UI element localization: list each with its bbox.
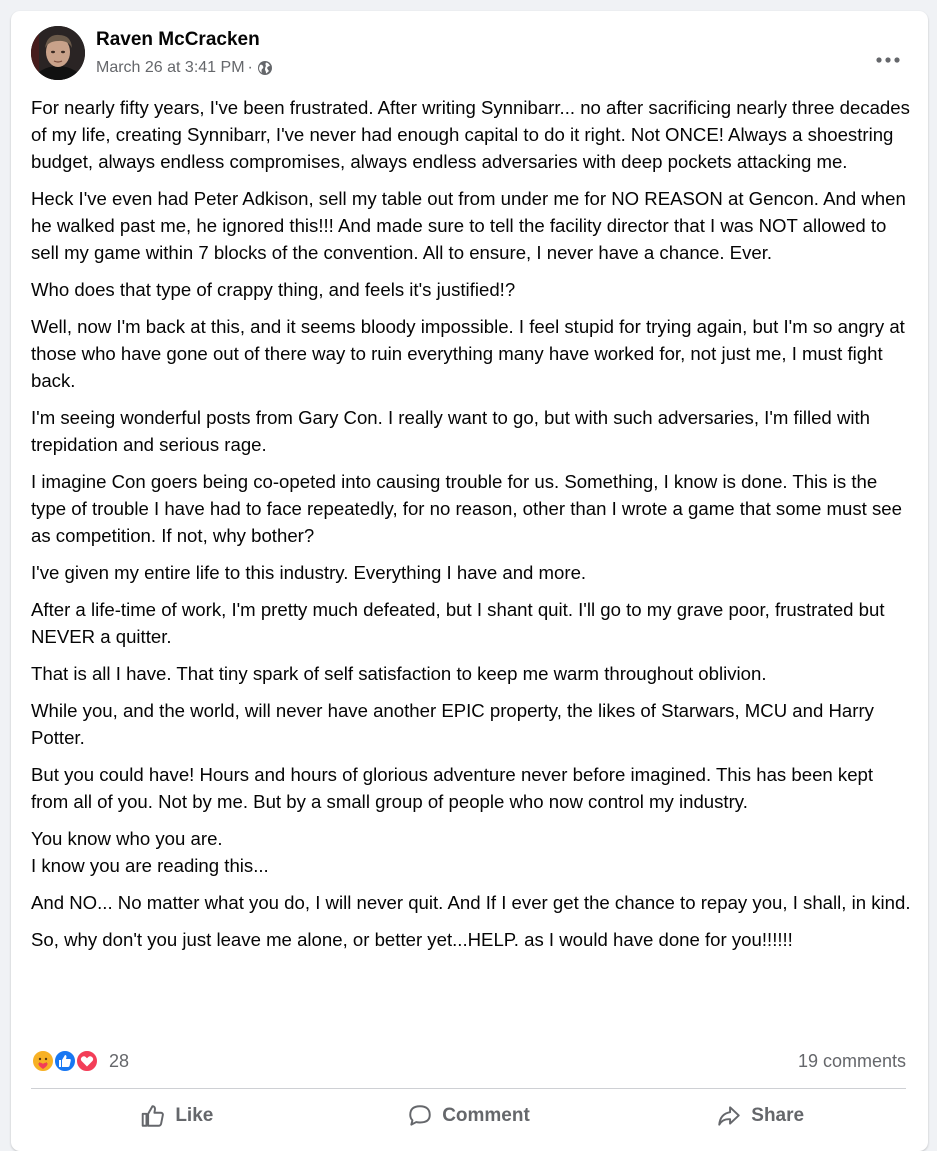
post-paragraph: Heck I've even had Peter Adkison, sell my table out from under me for NO REASON at Gencon. And when he walked past me, he ignored this!!! And made sure to tell the facility director that I was NOT allowed to sell my game within 7 blocks of the convention. All to ensure, I never have a chance. Ever. (31, 188, 906, 263)
share-button-label: Share (751, 1105, 805, 1126)
post-paragraph: I imagine Con goers being co-opeted into causing trouble for us. Something, I know is done. This is the type of trouble I have had to face repeatedly, for no reason, other than I wrote a game that some must see as competition. If not, why bother? (31, 471, 902, 546)
post-timestamp[interactable]: March 26 at 3:41 PM (96, 59, 245, 76)
more-dots-icon (876, 57, 900, 63)
more-options-button[interactable] (868, 40, 908, 80)
post-paragraph: For nearly fifty years, I've been frustrated. After writing Synnibarr... no after sacrificing nearly three decades of my life, creating Synnibarr, I've never had enough capital to do it right. Not ONCE! Always a shoestring budget, always endless compromises, always endless adversaries with deep pockets attacking me. (31, 97, 910, 172)
comment-button[interactable] (323, 1094, 615, 1138)
post-paragraph: I've given my entire life to this industry. Everything I have and more. (31, 562, 587, 583)
post-meta (96, 59, 273, 77)
thumbs-up-icon (140, 1103, 166, 1129)
reaction-icons[interactable] (31, 1048, 97, 1074)
post-paragraph: That is all I have. That tiny spark of self satisfaction to keep me warm throughout oblivion. (31, 663, 767, 684)
author-name[interactable]: Raven McCracken (96, 29, 260, 50)
post-body (31, 94, 911, 963)
like-button[interactable] (31, 1094, 323, 1138)
reactions-summary[interactable] (31, 1048, 129, 1074)
post-paragraph: After a life-time of work, I'm pretty much defeated, but I shant quit. I'll go to my grave poor, frustrated but NEVER a quitter. (31, 599, 885, 647)
love-icon (75, 1049, 99, 1073)
like-icon (53, 1049, 77, 1073)
globe-icon[interactable] (257, 60, 273, 76)
comment-bubble-icon (407, 1103, 433, 1129)
post-paragraph: Who does that type of crappy thing, and feels it's justified!? (31, 279, 516, 300)
reaction-count[interactable]: 28 (109, 1050, 130, 1071)
meta-separator: · (247, 59, 253, 76)
post-actions (31, 1094, 906, 1138)
post-card (11, 11, 928, 1151)
post-paragraph: While you, and the world, will never have another EPIC property, the likes of Starwars, MCU and Harry Potter. (31, 700, 874, 748)
actions-divider (31, 1088, 906, 1089)
share-arrow-icon (716, 1103, 742, 1129)
like-button-label: Like (175, 1105, 214, 1126)
care-icon (31, 1049, 55, 1073)
post-paragraph: And NO... No matter what you do, I will never quit. And If I ever get the chance to repay you, I shall, in kind. (31, 892, 911, 913)
post-header (31, 26, 908, 82)
comment-button-label: Comment (442, 1105, 530, 1126)
post-paragraph: I'm seeing wonderful posts from Gary Con. I really want to go, but with such adversaries, I'm filled with trepidation and serious rage. (31, 407, 871, 455)
post-paragraph: Well, now I'm back at this, and it seems bloody impossible. I feel stupid for trying again, but I'm so angry at those who have gone out of there way to ruin everything many have worked for, not just me, I must fight back. (31, 316, 905, 391)
avatar[interactable] (31, 26, 85, 80)
post-paragraph: You know who you are. I know you are reading this... (31, 828, 269, 876)
post-paragraph: So, why don't you just leave me alone, or better yet...HELP. as I would have done for you!!!!!! (31, 929, 793, 950)
post-paragraph: But you could have! Hours and hours of glorious adventure never before imagined. This has been kept from all of you. Not by me. But by a small group of people who now control my industry. (31, 764, 874, 812)
comments-count[interactable]: 19 comments (797, 1051, 906, 1071)
share-button[interactable] (614, 1094, 906, 1138)
